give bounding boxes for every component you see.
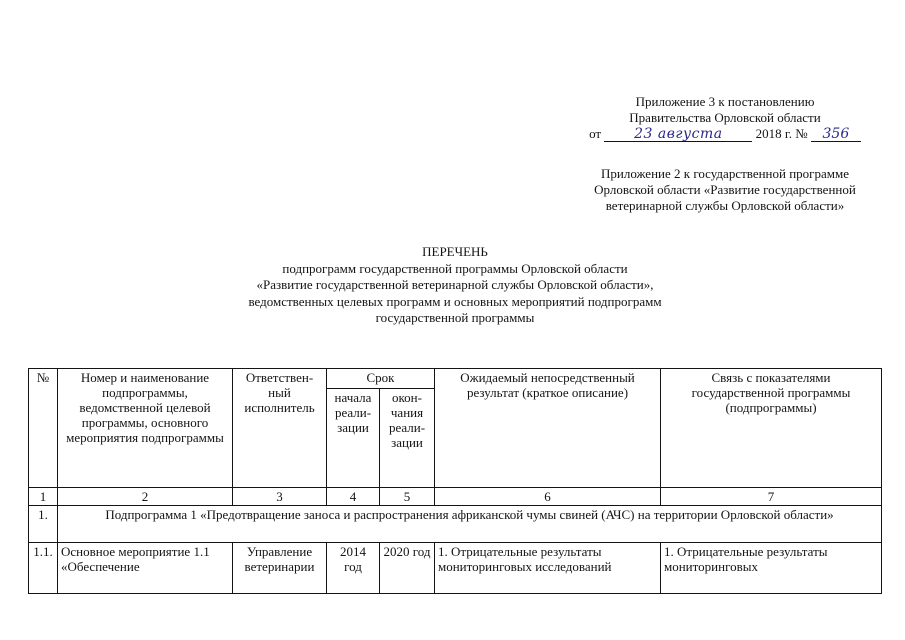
header-term: Срок <box>327 369 435 389</box>
row-result: 1. Отрицательные результаты мониторинговых исследований <box>435 543 661 594</box>
title-line3: ведомственных целевых программ и основных мероприятий подпрограмм <box>248 293 662 309</box>
order-prefix: от <box>589 126 602 141</box>
column-number: 4 <box>327 488 380 506</box>
subprogram-num: 1. <box>29 506 58 543</box>
subprograms-table <box>28 368 882 594</box>
subprogram-title: Подпрограмма 1 «Предотвращение заноса и распространения африканской чумы свиней (АЧС) на территории Орловской области» <box>58 506 882 543</box>
title-line1: подпрограмм государственной программы Орловской области <box>282 260 628 276</box>
header-term-end: окон-чания реали-зации <box>380 389 435 488</box>
row-start: 2014 год <box>327 543 380 594</box>
header-row-1 <box>29 369 882 389</box>
header-responsible: Ответствен-ный исполнитель <box>233 369 327 488</box>
row-name: Основное мероприятие 1.1 «Обеспечение <box>58 543 233 594</box>
order-year: 2018 г. № <box>755 126 808 141</box>
column-number: 7 <box>661 488 882 506</box>
subprogram-row <box>29 506 882 543</box>
appendix-3-line2: Правительства Орловской области <box>629 110 821 125</box>
column-number: 3 <box>233 488 327 506</box>
row-num: 1.1. <box>29 543 58 594</box>
order-line <box>560 126 890 142</box>
row-link: 1. Отрицательные результаты мониторинговых <box>661 543 882 594</box>
appendix-3-line1: Приложение 3 к постановлению <box>635 94 815 109</box>
row-end: 2020 год <box>380 543 435 594</box>
title-heading: ПЕРЕЧЕНЬ <box>422 244 488 259</box>
title-line4: государственной программы <box>375 310 535 325</box>
appendix-3-block <box>560 94 890 142</box>
header-link: Связь с показателями государственной программы (подпрограммы) <box>661 369 882 488</box>
appendix-2-line3: ветеринарной службы Орловской области» <box>605 198 845 213</box>
header-term-start: начала реали-зации <box>327 389 380 488</box>
column-number: 1 <box>29 488 58 506</box>
appendix-2-line2: Орловской области «Развитие государственной <box>594 182 856 197</box>
table-row <box>29 543 882 594</box>
column-number: 2 <box>58 488 233 506</box>
title-line2: «Развитие государственной ветеринарной службы Орловской области», <box>256 277 654 292</box>
appendix-2-line1: Приложение 2 к государственной программе <box>600 166 850 181</box>
header-result: Ожидаемый непосредственный результат (краткое описание) <box>435 369 661 488</box>
handwritten-order-number: 356 <box>811 127 861 142</box>
column-number: 5 <box>380 488 435 506</box>
column-number-row <box>29 488 882 506</box>
column-number: 6 <box>435 488 661 506</box>
document-title <box>170 244 740 327</box>
handwritten-date: 23 августа <box>604 127 752 142</box>
header-num: № <box>29 369 58 488</box>
row-responsible: Управление ветеринарии <box>233 543 327 594</box>
appendix-2-block <box>560 166 890 214</box>
header-name: Номер и наименование подпрограммы, ведомственной целевой программы, основного мероприятия подпрограммы <box>58 369 233 488</box>
